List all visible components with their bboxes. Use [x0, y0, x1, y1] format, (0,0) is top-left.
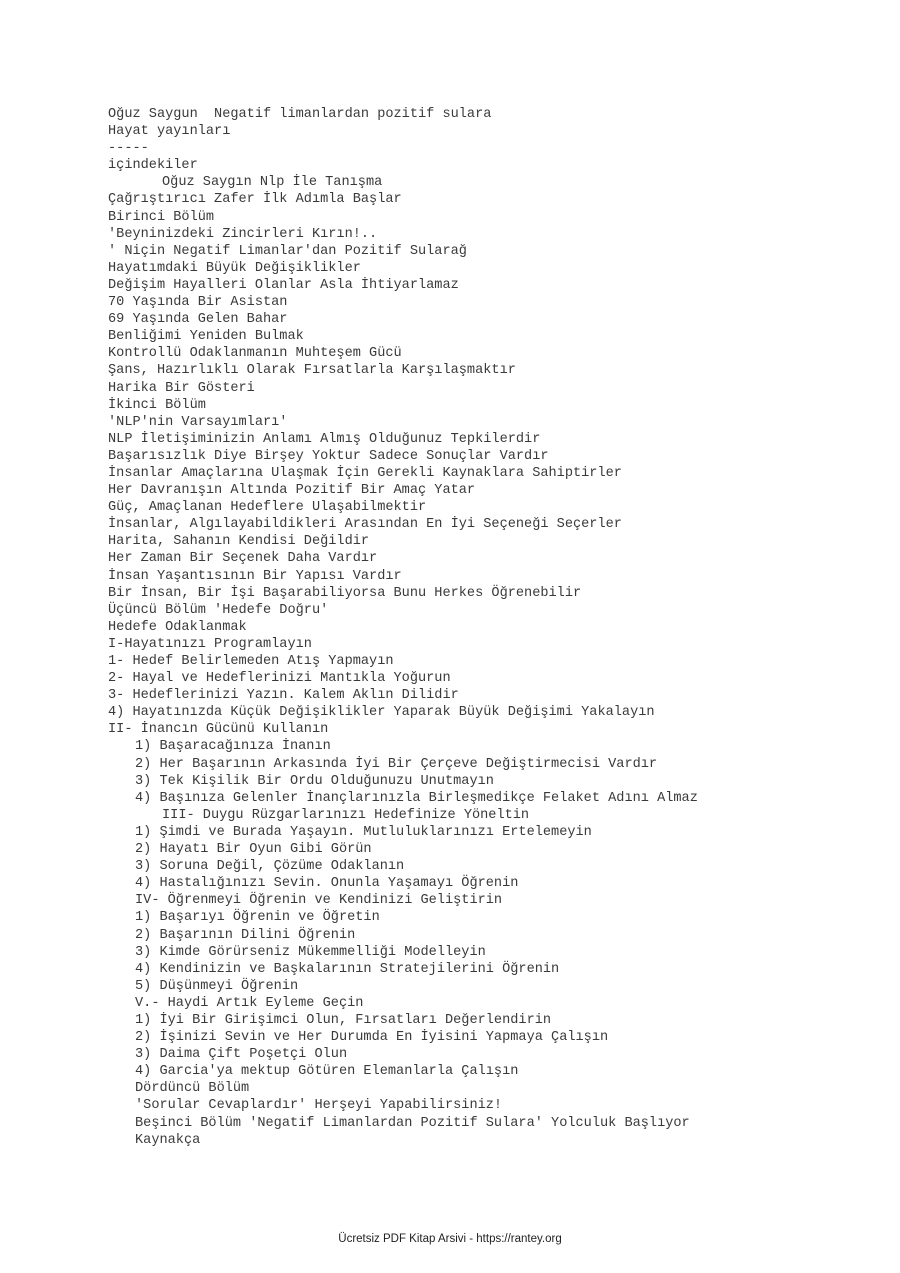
- text-line: Üçüncü Bölüm 'Hedefe Doğru': [108, 602, 329, 618]
- text-line: 5) Düşünmeyi Öğrenin: [135, 978, 299, 994]
- text-line: İnsan Yaşantısının Bir Yapısı Vardır: [108, 568, 402, 584]
- text-line: Her Davranışın Altında Pozitif Bir Amaç Yatar: [108, 483, 476, 499]
- text-line: 1- Hedef Belirlemeden Atış Yapmayın: [108, 654, 394, 669]
- text-line: 2) Hayatı Bir Oyun Gibi Görün: [135, 842, 372, 858]
- text-line: 1) Şimdi ve Burada Yaşayın. Mutluluklarınızı Ertelemeyin: [135, 824, 592, 840]
- text-line: V.- Haydi Artık Eyleme Geçin: [135, 995, 364, 1011]
- text-line: Hayat yayınları: [108, 124, 231, 140]
- text-line: Oğuz Saygın Nlp İle Tanışma: [162, 175, 383, 191]
- text-line: NLP İletişiminizin Anlamı Almış Olduğunuz Tepkilerdir: [108, 431, 541, 447]
- text-line: 1) İyi Bir Girişimci Olun, Fırsatları Değerlendirin: [135, 1012, 552, 1028]
- text-line: Hedefe Odaklanmak: [108, 619, 247, 635]
- text-line: Kaynakça: [135, 1132, 201, 1148]
- text-line: Değişim Hayalleri Olanlar Asla İhtiyarlamaz: [108, 277, 459, 293]
- text-line: 'Sorular Cevaplardır' Herşeyi Yapabilirsiniz!: [135, 1098, 503, 1114]
- text-line: 3) Soruna Değil, Çözüme Odaklanın: [135, 859, 405, 875]
- text-line: 3) Daima Çift Poşetçi Olun: [135, 1047, 348, 1063]
- table-of-contents: [108, 106, 888, 1149]
- text-line: İnsanlar Amaçlarına Ulaşmak İçin Gerekli Kaynaklara Sahiptirler: [108, 465, 622, 481]
- text-line: Harika Bir Gösteri: [108, 380, 255, 396]
- text-line: II- İnancın Gücünü Kullanın: [108, 722, 329, 738]
- text-line: Hayatımdaki Büyük Değişiklikler: [108, 260, 361, 276]
- text-line: 2) Başarının Dilini Öğrenin: [135, 927, 356, 943]
- text-line: Dördüncü Bölüm: [135, 1081, 250, 1097]
- text-line: 4) Hayatınızda Küçük Değişiklikler Yaparak Büyük Değişimi Yakalayın: [108, 705, 655, 721]
- text-line: -----: [108, 141, 149, 157]
- text-line: Çağrıştırıcı Zafer İlk Adımla Başlar: [108, 192, 402, 208]
- text-line: Birinci Bölüm: [108, 209, 215, 225]
- text-line: Benliğimi Yeniden Bulmak: [108, 329, 304, 345]
- text-line: Her Zaman Bir Seçenek Daha Vardır: [108, 551, 378, 567]
- text-line: 1) Başaracağınıza İnanın: [135, 739, 331, 755]
- text-line: 2) İşinizi Sevin ve Her Durumda En İyisini Yapmaya Çalışın: [135, 1030, 609, 1046]
- text-line: 3) Kimde Görürseniz Mükemmelliği Modelleyin: [135, 944, 486, 960]
- text-line: içindekiler: [108, 158, 198, 174]
- text-line: 70 Yaşında Bir Asistan: [108, 295, 288, 311]
- text-line: Oğuz Saygun Negatif limanlardan pozitif sulara: [108, 107, 492, 122]
- text-line: 2) Her Başarının Arkasında İyi Bir Çerçeve Değiştirmecisi Vardır: [135, 756, 658, 772]
- text-line: III- Duygu Rüzgarlarınızı Hedefinize Yöneltin: [162, 807, 530, 823]
- text-line: 'Beyninizdeki Zincirleri Kırın!..: [108, 226, 378, 242]
- text-line: ' Niçin Negatif Limanlar'dan Pozitif Sularağ: [108, 243, 467, 259]
- text-line: 4) Garcia'ya mektup Götüren Elemanlarla Çalışın: [135, 1064, 519, 1080]
- text-line: İkinci Bölüm: [108, 397, 206, 413]
- text-line: Güç, Amaçlanan Hedeflere Ulaşabilmektir: [108, 500, 427, 516]
- text-line: 4) Başınıza Gelenler İnançlarınızla Birleşmedikçe Felaket Adını Almaz: [135, 790, 698, 806]
- text-line: İnsanlar, Algılayabildikleri Arasından En İyi Seçeneği Seçerler: [108, 517, 622, 533]
- text-line: 69 Yaşında Gelen Bahar: [108, 312, 288, 328]
- text-line: Başarısızlık Diye Birşey Yoktur Sadece Sonuçlar Vardır: [108, 448, 549, 464]
- text-line: Şans, Hazırlıklı Olarak Fırsatlarla Karşılaşmaktır: [108, 363, 516, 379]
- text-line: 4) Kendinizin ve Başkalarının Stratejilerini Öğrenin: [135, 961, 560, 977]
- text-line: 3- Hedeflerinizi Yazın. Kalem Aklın Dilidir: [108, 688, 459, 704]
- text-line: Beşinci Bölüm 'Negatif Limanlardan Pozitif Sulara' Yolculuk Başlıyor: [135, 1115, 690, 1131]
- text-line: Bir İnsan, Bir İşi Başarabiliyorsa Bunu Herkes Öğrenebilir: [108, 585, 582, 601]
- text-line: I-Hayatınızı Programlayın: [108, 636, 312, 652]
- page-footer: Ücretsiz PDF Kitap Arsivi - https://rantey.org: [338, 1233, 562, 1245]
- text-line: Kontrollü Odaklanmanın Muhteşem Gücü: [108, 346, 402, 362]
- text-line: 1) Başarıyı Öğrenin ve Öğretin: [135, 910, 380, 926]
- text-line: 4) Hastalığınızı Sevin. Onunla Yaşamayı Öğrenin: [135, 876, 519, 892]
- text-line: Harita, Sahanın Kendisi Değildir: [108, 534, 370, 550]
- text-line: 'NLP'nin Varsayımları': [108, 414, 288, 430]
- text-line: IV- Öğrenmeyi Öğrenin ve Kendinizi Geliştirin: [135, 893, 503, 909]
- text-line: 2- Hayal ve Hedeflerinizi Mantıkla Yoğurun: [108, 671, 451, 687]
- text-line: 3) Tek Kişilik Bir Ordu Olduğunuzu Unutmayın: [135, 773, 494, 789]
